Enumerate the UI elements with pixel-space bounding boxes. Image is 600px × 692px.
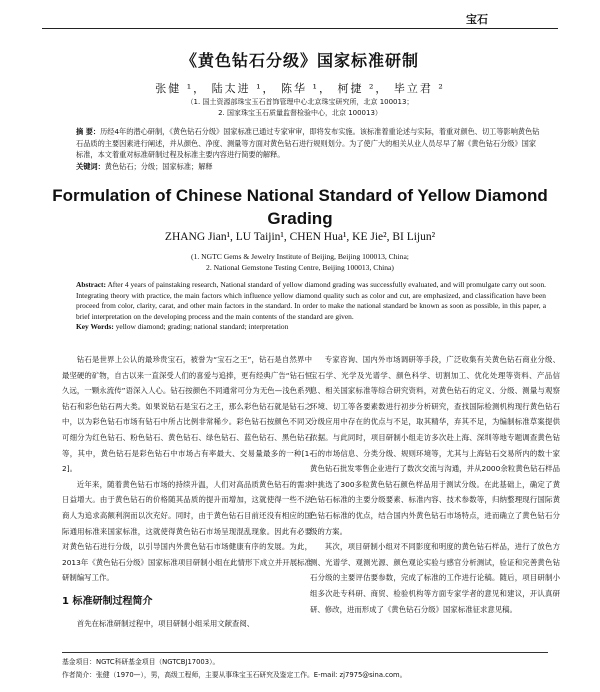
chinese-abstract-text: 历经4年的潜心研制，《黄色钻石分级》国家标准已通过专家审审，即将发布实施。该标准着重论述与实际，着重对颜色、切工等影响黄色钻石品质的主要因素进行阐述，并从颜色、净度、测量等方面对黄色钻石进行规则划分。为了使广大的相关从业人员尽早了解《黄色钻石分级》国家标准，本文着重对标准研制过程及标准主要内容进行简要的解释。 <box>76 127 540 159</box>
section-heading: 1 标准研制过程简介 <box>62 595 153 607</box>
footnotes <box>62 652 548 682</box>
body-paragraph: 专家咨询、国内外市场调研等手段，广泛收集有关黄色钻石商业分级、宝石学、光学及光谱学、颜色科学、切割加工、优化处理等资料、产品信息、相关国家标准等综合研究资料，对黄色钻石的定义、分级、测量与观察环境、切工等各要素数进行初步分析研究，查找国际检测机构现行黄色钻石分级应用中存在的优点与不足，取其精华，弃其不足，为编制标准草案提供依据。与此同时，项目研制小组走访多次赴上海、深圳等地专题调查黄色钻石的市场信息、分类分级、规则环境等，尤其与上海钻石交易所内的数十家黄色钻石批发零售企业进行了数次交流与沟通，并从2000余粒黄色钻石样品中挑选了300多粒黄色钻石颜色样品用于测试分级。在此基础上，确定了黄色钻石标准的主要分级要素、标准内容、技术参数等，归纳整理现行国际黄色钻石标准的优点，结合国内外黄色钻石市场特点，进而确立了黄色钻石分级的方案。 <box>310 355 560 536</box>
body-paragraph: 首先在标准研制过程中，项目研制小组采用文献查阅、 <box>76 618 255 628</box>
running-head <box>42 12 558 29</box>
english-affiliations <box>0 251 600 273</box>
english-keywords-text: yellow diamond; grading; national standard; interpretation <box>115 322 289 332</box>
chinese-keywords-label: 关键词： <box>76 161 105 171</box>
chinese-affiliation-2: 2. 国家珠宝玉石质量监督检验中心，北京 100013） <box>218 109 382 117</box>
body-paragraph: 钻石是世界上公认的最珍贵宝石，被誉为“宝石之王”，钻石是自然界中最坚硬的矿物，自古以来一直深受人们的喜爱与追捧，更有经典广告“钻石恒久远，一颗永流传”语深入人心。钻石按颜色不同通常可分为无色—浅色系列钻石和彩色钻石两大类。如果说钻石是宝石之王，那么彩色钻石就是钻石之中，以为彩色钻石市场有钻石中所占比例非常稀少。彩色钻石按颜色不同又可细分为红色钻石、粉色钻石、黄色钻石、绿色钻石、蓝色钻石、黑色钻石等，其中，黄色钻石是彩色钻石中市场占有率最大、交易量最多的一种[1-2]。 <box>62 355 312 474</box>
chinese-affiliation-1: （1. 国土资源部珠宝玉石首饰管理中心北京珠宝研究所，北京 100013； <box>186 98 414 106</box>
chinese-authors: 张健 ¹， 陆太进 ¹， 陈华 ¹， 柯捷 ²， 毕立君 ² <box>155 82 445 95</box>
english-authors: ZHANG Jian¹, LU Taijin¹, CHEN Hua¹, KE Jie², BI Lijun² <box>164 231 436 243</box>
chinese-title: 《黄色钻石分级》国家标准研制 <box>180 51 419 70</box>
body-column-left <box>62 352 312 631</box>
english-affiliation-1: (1. NGTC Gems & Jewelry Institute of Beijing, Beijing 100013, China; <box>191 252 409 261</box>
chinese-abstract <box>76 126 540 172</box>
english-abstract-label: Abstract: <box>76 280 106 289</box>
english-abstract <box>76 280 546 333</box>
chinese-abstract-label: 摘 要： <box>76 127 101 136</box>
footnote-author: 作者简介：张健（1970—），男，高级工程师，主要从事珠宝玉石研究及鉴定工作。E-mail: zj7975@sina.com。 <box>62 671 407 679</box>
chinese-affiliations <box>0 97 600 119</box>
english-affiliation-2: 2. National Gemstone Testing Centre, Beijing 100013, China) <box>206 263 394 272</box>
body-paragraph: 近年来，随着黄色钻石市场的持续升温，人们对高品质黄色钻石的需求日益增大。由于黄色钻石的价格随其品质的提升而增加，这就使得一些不法商人为追求高额利润而以次充好。同时，由于黄色钻石目前还没有相应的国际通用标准来国家标准，这就使得黄色钻石市场呈现混乱现象。因此有必要对黄色钻石进行分级，以引导国内外黄色钻石市场健康有序的发展。为此，2013年《黄色钻石分级》国家标准项目研制小组在此情形下成立并开展标准研制编写工作。 <box>62 479 312 583</box>
english-abstract-text: After 4 years of painstaking research, National standard of yellow diamond grading was successfully evaluated, and will promulgate carry out soon. Integrating theory with practice, the main factors which influence yellow diamond quality such as color and cut, are emphasized, and classification have been proceed from color, clarity, carat, and other main factors in the standard. In order to make the national standard be known as soon as possible, in this paper, a brief interpretation on the developing process and the main contents of the standard are given. <box>76 280 546 321</box>
footnote-fund: 基金项目：NGTC科研基金项目（NGTCBJ17003）。 <box>62 658 220 666</box>
body-column-right <box>310 352 560 617</box>
english-title: Formulation of Chinese National Standard of Yellow Diamond Grading <box>52 186 548 228</box>
body-paragraph: 其次，项目研制小组对不同影度和明度的黄色钻石样品，进行了放色方测、光谱学、观测光源、颜色观论实验与感官分析测试，验证和完善黄色钻石分级的主要评估要参数，完成了标准的工作进行论稿。随后，项目研制小组多次赴专科研、商贸、检验机构等方面专家学者的意见和建议，开认真研研、修改，进而形成了《黄色钻石分级》国家标准征求意见稿。 <box>310 542 560 614</box>
english-keywords-label: Key Words: <box>76 322 114 332</box>
running-head-label: 宝石 <box>466 13 488 26</box>
chinese-keywords-text: 黄色钻石；分级；国家标准；解释 <box>104 161 213 171</box>
